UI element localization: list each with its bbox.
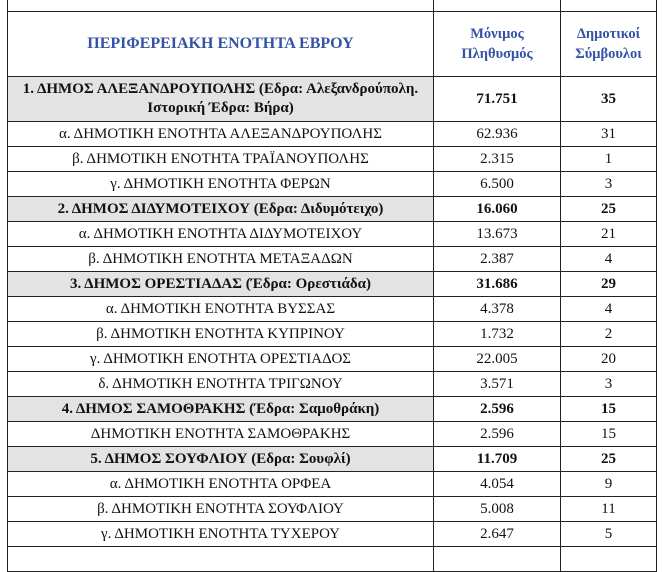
population-cell: 2.596 [434,397,561,422]
councillors-header: Δημοτικοί Σύμβουλοι [561,12,657,77]
municipality-row [8,447,657,472]
name-cell: 1. ΔΗΜΟΣ ΑΛΕΞΑΝΔΡΟΥΠΟΛΗΣ (Εδρα: Αλεξανδρούπολη. Ιστορική Έδρα: Βήρα) [8,77,434,122]
name-cell: α. ΔΗΜΟΤΙΚΗ ΕΝΟΤΗΤΑ ΒΥΣΣΑΣ [8,297,434,322]
name-cell: δ. ΔΗΜΟΤΙΚΗ ΕΝΟΤΗΤΑ ΤΡΙΓΩΝΟΥ [8,372,434,397]
population-cell: 4.378 [434,297,561,322]
councillors-cell: 25 [561,447,657,472]
population-cell: 13.673 [434,222,561,247]
previous-row-partial [8,0,657,12]
councillors-cell: 4 [561,297,657,322]
population-cell: 71.751 [434,77,561,122]
councillors-cell: 31 [561,122,657,147]
region-header: ΠΕΡΙΦΕΡΕΙΑΚΗ ΕΝΟΤΗΤΑ ΕΒΡΟΥ [8,12,434,77]
next-row-partial [8,547,657,572]
councillors-cell: 5 [561,522,657,547]
name-cell: α. ΔΗΜΟΤΙΚΗ ΕΝΟΤΗΤΑ ΔΙΔΥΜΟΤΕΙΧΟΥ [8,222,434,247]
councillors-cell: 2 [561,322,657,347]
table-row [8,297,657,322]
table-row [8,347,657,372]
name-cell: 3. ΔΗΜΟΣ ΟΡΕΣΤΙΑΔΑΣ (Έδρα: Ορεστιάδα) [8,272,434,297]
name-cell: γ. ΔΗΜΟΤΙΚΗ ΕΝΟΤΗΤΑ ΟΡΕΣΤΙΑΔΟΣ [8,347,434,372]
document-page [7,0,657,572]
councillors-cell: 20 [561,347,657,372]
table-row [8,172,657,197]
councillors-cell: 11 [561,497,657,522]
table-row [8,247,657,272]
name-cell: γ. ΔΗΜΟΤΙΚΗ ΕΝΟΤΗΤΑ ΤΥΧΕΡΟΥ [8,522,434,547]
table-header [8,12,657,77]
councillors-cell: 25 [561,197,657,222]
population-cell: 2.387 [434,247,561,272]
municipality-row [8,77,657,122]
name-cell: ΔΗΜΟΤΙΚΗ ΕΝΟΤΗΤΑ ΣΑΜΟΘΡΑΚΗΣ [8,422,434,447]
municipality-row [8,272,657,297]
table-row [8,472,657,497]
population-cell: 6.500 [434,172,561,197]
table-row [8,372,657,397]
name-cell: 4. ΔΗΜΟΣ ΣΑΜΟΘΡΑΚΗΣ (Έδρα: Σαμοθράκη) [8,397,434,422]
table-row [8,147,657,172]
population-cell: 5.008 [434,497,561,522]
table-row [8,322,657,347]
population-cell: 31.686 [434,272,561,297]
name-cell: β. ΔΗΜΟΤΙΚΗ ΕΝΟΤΗΤΑ ΜΕΤΑΞΑΔΩΝ [8,247,434,272]
table-row [8,422,657,447]
population-header: Μόνιμος Πληθυσμός [434,12,561,77]
municipality-row [8,197,657,222]
population-cell: 2.596 [434,422,561,447]
councillors-cell: 15 [561,397,657,422]
population-cell: 22.005 [434,347,561,372]
population-cell: 2.315 [434,147,561,172]
population-cell: 3.571 [434,372,561,397]
population-cell: 62.936 [434,122,561,147]
councillors-cell: 35 [561,77,657,122]
name-cell: 5. ΔΗΜΟΣ ΣΟΥΦΛΙΟΥ (Εδρα: Σουφλί) [8,447,434,472]
name-cell: β. ΔΗΜΟΤΙΚΗ ΕΝΟΤΗΤΑ ΚΥΠΡΙΝΟΥ [8,322,434,347]
councillors-cell: 4 [561,247,657,272]
name-cell: β. ΔΗΜΟΤΙΚΗ ΕΝΟΤΗΤΑ ΣΟΥΦΛΙΟΥ [8,497,434,522]
councillors-cell: 3 [561,372,657,397]
name-cell: α. ΔΗΜΟΤΙΚΗ ΕΝΟΤΗΤΑ ΑΛΕΞΑΝΔΡΟΥΠΟΛΗΣ [8,122,434,147]
table-row [8,497,657,522]
councillors-cell: 21 [561,222,657,247]
population-cell: 11.709 [434,447,561,472]
name-cell: 2. ΔΗΜΟΣ ΔΙΔΥΜΟΤΕΙΧΟΥ (Εδρα: Διδυμότειχο) [8,197,434,222]
population-cell: 4.054 [434,472,561,497]
population-cell: 2.647 [434,522,561,547]
population-cell: 16.060 [434,197,561,222]
councillors-cell: 9 [561,472,657,497]
table-row [8,522,657,547]
councillors-cell: 3 [561,172,657,197]
table-row [8,222,657,247]
name-cell: β. ΔΗΜΟΤΙΚΗ ΕΝΟΤΗΤΑ ΤΡΑΪΑΝΟΥΠΟΛΗΣ [8,147,434,172]
councillors-cell: 29 [561,272,657,297]
name-cell: α. ΔΗΜΟΤΙΚΗ ΕΝΟΤΗΤΑ ΟΡΦΕΑ [8,472,434,497]
table-row [8,122,657,147]
councillors-cell: 1 [561,147,657,172]
name-cell: γ. ΔΗΜΟΤΙΚΗ ΕΝΟΤΗΤΑ ΦΕΡΩΝ [8,172,434,197]
municipality-row [8,397,657,422]
population-cell: 1.732 [434,322,561,347]
population-table [7,0,657,572]
councillors-cell: 15 [561,422,657,447]
